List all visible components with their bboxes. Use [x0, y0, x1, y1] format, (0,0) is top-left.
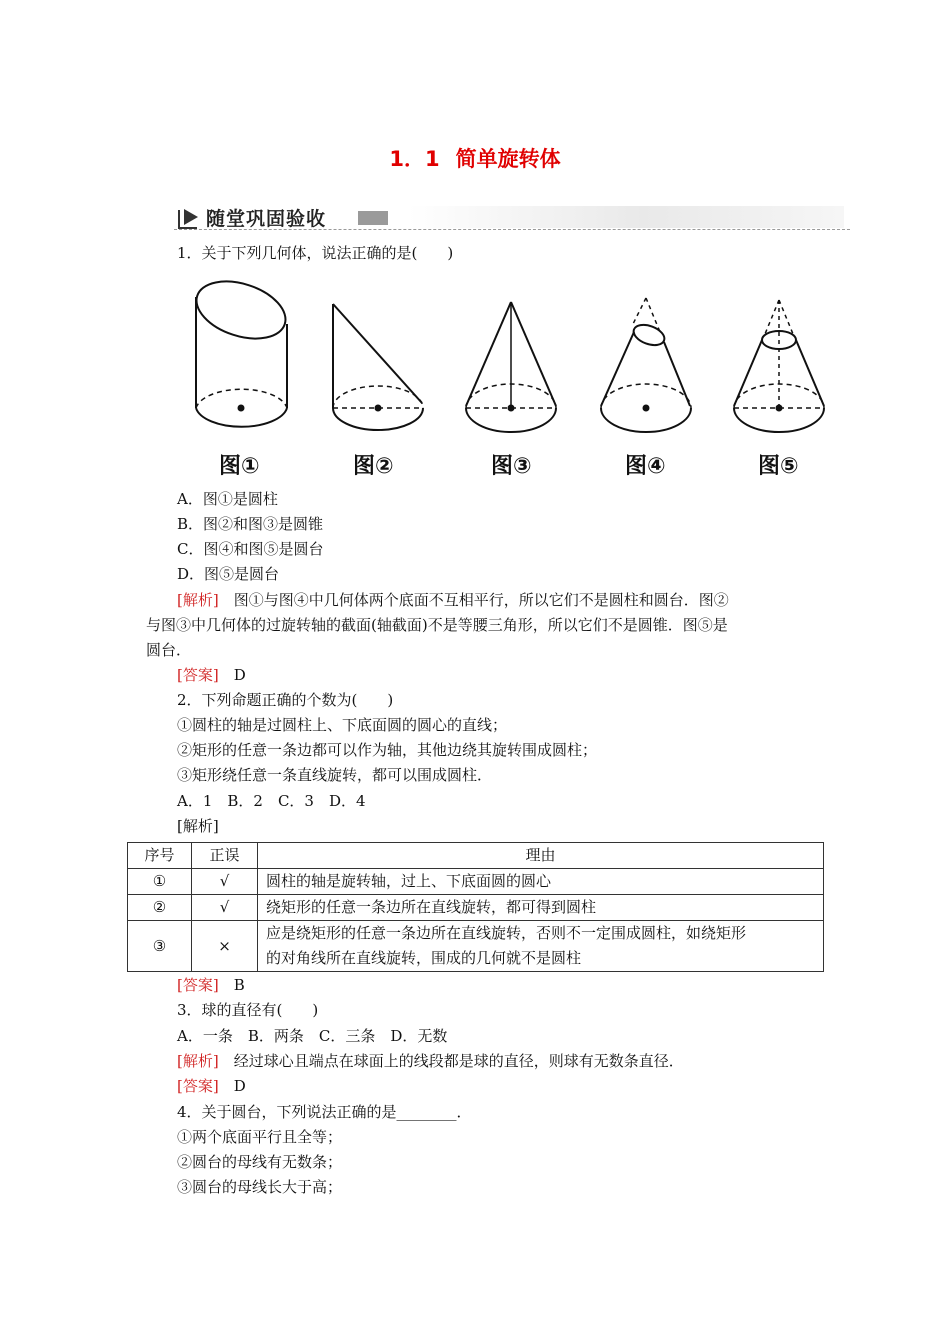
q1-analysis-line-1: [解析] 图①与图④中几何体两个底面不互相平行，所以它们不是圆柱和圆台．图②	[177, 591, 729, 609]
q1-answer: [答案] D	[177, 666, 246, 684]
q1-analysis-line-3: 圆台．	[146, 641, 192, 659]
q1-option-d: D．图⑤是圆台	[177, 565, 280, 583]
figure-label-1: 图①	[219, 454, 260, 479]
play-arrow-icon	[176, 206, 202, 230]
table-header-row	[128, 843, 824, 869]
header-mark: 正误	[192, 843, 258, 869]
page-title	[0, 143, 950, 173]
figure-3-cone	[466, 302, 556, 432]
figure-label-5: 图⑤	[758, 454, 799, 479]
section-title: 简单旋转体	[455, 147, 561, 171]
figure-5-frustum	[734, 300, 824, 432]
q2-analysis-tag: [解析]	[177, 817, 219, 835]
q4-statement-3: ③圆台的母线长大于高；	[177, 1178, 343, 1196]
answer-tag: [答案]	[177, 976, 219, 994]
q4-stem: 4．关于圆台，下列说法正确的是________．	[177, 1103, 472, 1121]
q4-statement-2: ②圆台的母线有无数条；	[177, 1153, 343, 1171]
q4-statement-1: ①两个底面平行且全等；	[177, 1128, 343, 1146]
analysis-tag: [解析]	[177, 591, 219, 609]
q3-options: A．一条 B．两条 C．三条 D．无数	[177, 1027, 448, 1045]
q2-answer: [答案] B	[177, 976, 245, 994]
analysis-tag: [解析]	[177, 1052, 219, 1070]
answer-tag: [答案]	[177, 666, 219, 684]
q2-statement-1: ①圆柱的轴是过圆柱上、下底面圆的圆心的直线；	[177, 716, 508, 734]
figure-2-right-triangle-rotated	[333, 304, 423, 430]
table-row: ③ × 应是绕矩形的任意一条边所在直线旋转，否则不一定围成圆柱，如绕矩形 的对角线所在直线旋转，围成的几何就不是圆柱	[128, 921, 824, 972]
q3-analysis: [解析] 经过球心且端点在球面上的线段都是球的直径，则球有无数条直径．	[177, 1052, 684, 1070]
heading-decoration	[358, 211, 388, 225]
q3-stem: 3．球的直径有( )	[177, 1001, 319, 1019]
q2-stem: 2．下列命题正确的个数为( )	[177, 691, 394, 709]
figure-label-3: 图③	[491, 454, 532, 479]
q2-statement-3: ③矩形绕任意一条直线旋转，都可以围成圆柱．	[177, 766, 493, 784]
header-reason: 理由	[258, 843, 824, 869]
q1-analysis-line-2: 与图③中几何体的过旋转轴的截面(轴截面)不是等腰三角形，所以它们不是圆锥．图⑤是	[146, 616, 728, 634]
q2-statement-2: ②矩形的任意一条边都可以作为轴，其他边绕其旋转围成圆柱；	[177, 741, 598, 759]
reason-table	[127, 842, 824, 972]
section-number: 1．1	[389, 147, 440, 171]
q2-options: A．1 B．2 C．3 D．4	[177, 792, 366, 810]
table-row: ② √ 绕矩形的任意一条边所在直线旋转，都可得到圆柱	[128, 895, 824, 921]
table-row: ① √ 圆柱的轴是旋转轴，过上、下底面圆的圆心	[128, 869, 824, 895]
q1-stem: 1．关于下列几何体，说法正确的是( )	[177, 244, 454, 262]
figure-label-2: 图②	[353, 454, 394, 479]
figure-label-4: 图④	[625, 454, 666, 479]
header-no: 序号	[128, 843, 192, 869]
section-heading: 随堂巩固验收	[206, 208, 327, 230]
figure-4-tilted-frustum	[601, 298, 691, 432]
answer-tag: [答案]	[177, 1077, 219, 1095]
q1-option-c: C．图④和图⑤是圆台	[177, 540, 324, 558]
figure-1-slanted-cylinder	[189, 280, 293, 427]
section-heading-bar	[174, 204, 850, 232]
q1-option-b: B．图②和图③是圆锥	[177, 515, 324, 533]
q3-answer: [答案] D	[177, 1077, 246, 1095]
q1-option-a: A．图①是圆柱	[177, 490, 278, 508]
